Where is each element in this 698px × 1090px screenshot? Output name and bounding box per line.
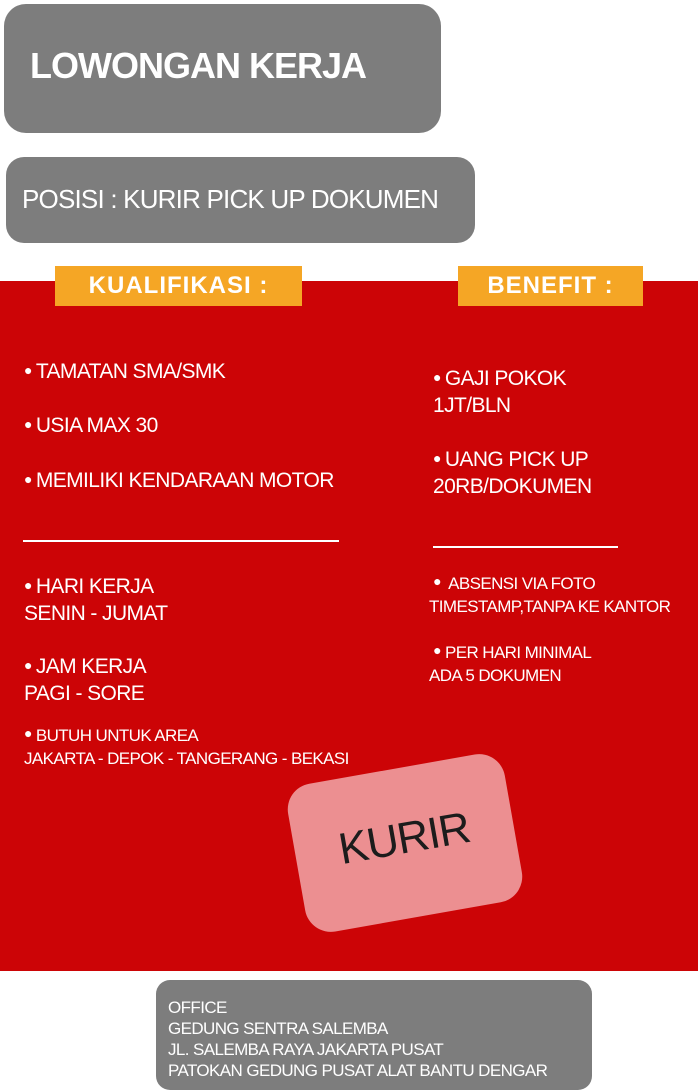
bullet-icon: ● bbox=[24, 657, 32, 673]
bullet-icon: ● bbox=[24, 725, 32, 741]
benefit-absensi bbox=[429, 570, 670, 618]
hari-kerja-value: SENIN - JUMAT bbox=[24, 602, 168, 625]
benefit-perhari-value: ADA 5 DOKUMEN bbox=[429, 666, 562, 685]
office-line: PATOKAN GEDUNG PUSAT ALAT BANTU DENGAR bbox=[168, 1061, 548, 1080]
benefit-absensi-title: ABSENSI VIA FOTO bbox=[448, 574, 596, 593]
benefit-perhari bbox=[429, 639, 591, 687]
left-divider bbox=[23, 540, 339, 542]
page-title: LOWONGAN KERJA bbox=[30, 45, 366, 86]
office-label: OFFICE bbox=[168, 998, 227, 1017]
hari-kerja-title: HARI KERJA bbox=[35, 575, 154, 598]
kualifikasi-item bbox=[24, 411, 158, 439]
area-value: JAKARTA - DEPOK - TANGERANG - BEKASI bbox=[24, 749, 349, 768]
right-divider bbox=[433, 546, 618, 548]
hari-kerja-item bbox=[24, 572, 167, 627]
benefit-uang-title: UANG PICK UP bbox=[444, 448, 589, 471]
area-item bbox=[24, 722, 349, 770]
bullet-icon: ● bbox=[24, 416, 32, 432]
kualifikasi-item bbox=[24, 357, 225, 385]
bullet-icon: ● bbox=[433, 369, 441, 385]
kualifikasi-item-text: USIA MAX 30 bbox=[35, 414, 158, 437]
office-line: GEDUNG SENTRA SALEMBA bbox=[168, 1019, 388, 1038]
jam-kerja-value: PAGI - SORE bbox=[24, 682, 145, 705]
benefit-uang-value: 20RB/DOKUMEN bbox=[433, 475, 592, 498]
position-text: POSISI : KURIR PICK UP DOKUMEN bbox=[22, 184, 439, 214]
benefit-gaji bbox=[433, 364, 566, 419]
bullet-icon: ● bbox=[24, 471, 32, 487]
benefit-absensi-value: TIMESTAMP,TANPA KE KANTOR bbox=[429, 597, 671, 616]
kualifikasi-item-text: MEMILIKI KENDARAAN MOTOR bbox=[35, 469, 334, 492]
office-line: JL. SALEMBA RAYA JAKARTA PUSAT bbox=[168, 1040, 444, 1059]
jam-kerja-item bbox=[24, 652, 146, 707]
bullet-icon: ● bbox=[433, 573, 441, 589]
kualifikasi-item bbox=[24, 466, 334, 494]
benefit-uang bbox=[433, 445, 592, 500]
benefit-gaji-title: GAJI POKOK bbox=[444, 367, 567, 390]
kualifikasi-item-text: TAMATAN SMA/SMK bbox=[35, 360, 226, 383]
benefit-perhari-title: PER HARI MINIMAL bbox=[444, 643, 592, 662]
bullet-icon: ● bbox=[24, 362, 32, 378]
bullet-icon: ● bbox=[433, 450, 441, 466]
bullet-icon: ● bbox=[24, 577, 32, 593]
kualifikasi-header: KUALIFIKASI : bbox=[55, 266, 302, 306]
office-address bbox=[168, 997, 547, 1081]
benefit-header: BENEFIT : bbox=[458, 266, 643, 306]
bullet-icon: ● bbox=[433, 642, 441, 658]
jam-kerja-title: JAM KERJA bbox=[35, 655, 146, 678]
benefit-gaji-value: 1JT/BLN bbox=[433, 394, 511, 417]
kurir-stamp-text: KURIR bbox=[335, 802, 474, 875]
area-title: BUTUH UNTUK AREA bbox=[35, 726, 199, 745]
